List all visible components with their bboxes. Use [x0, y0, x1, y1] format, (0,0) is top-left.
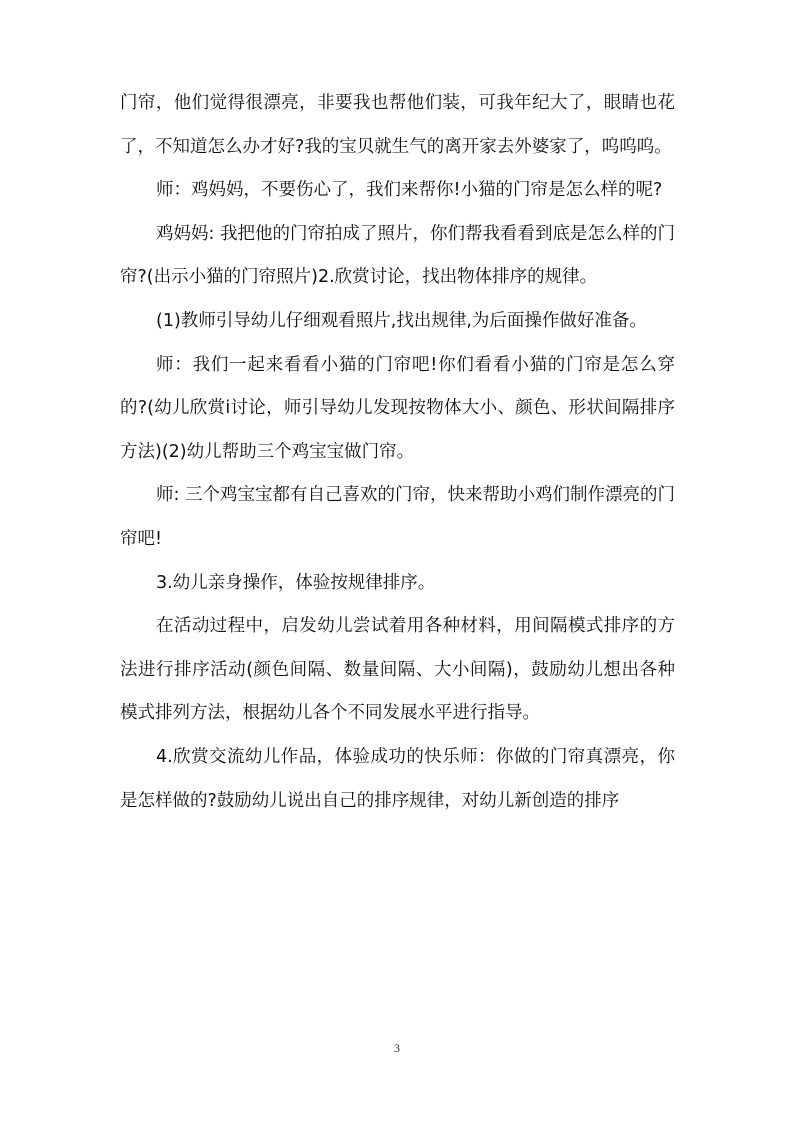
paragraph-continuation: 门帘，他们觉得很漂亮，非要我也帮他们装，可我年纪大了，眼睛也花了，不知道怎么办才好?我的宝贝就生气的离开家去外婆家了，呜呜呜。: [120, 93, 675, 157]
document-body: [120, 82, 675, 823]
paragraph-activity-process: 在活动过程中，启发幼儿尝试着用各种材料，用间隔模式排序的方法进行排序活动(颜色间隔、数量间隔、大小间隔)，鼓励幼儿想出各种模式排列方法，根据幼儿各个不同发展水平进行指导。: [120, 616, 675, 724]
paragraph-teacher-look: 师：我们一起来看看小猫的门帘吧!你们看看小猫的门帘是怎么穿的?(幼儿欣赏i讨论，师引导幼儿发现按物体大小、颜色、形状间隔排序方法)(2)幼儿帮助三个鸡宝宝做门帘。: [120, 354, 675, 462]
paragraph-teacher-comfort: 师：鸡妈妈，不要伤心了，我们来帮你!小猫的门帘是怎么样的呢?: [156, 180, 663, 201]
paragraph-observe-photo: (1)教师引导幼儿仔细观看照片,找出规律,为后面操作做好准备。: [156, 310, 647, 331]
paragraph-hen-mother-photo: 鸡妈妈: 我把他的门帘拍成了照片，你们帮我看看到底是怎么样的门帘?(出示小猫的门帘照片)2.欣赏讨论，找出物体排序的规律。: [120, 223, 675, 288]
paragraph-step-4: 4.欣赏交流幼儿作品，体验成功的快乐师：你做的门帘真漂亮，你是怎样做的?鼓励幼儿说出自己的排序规律，对幼儿新创造的排序: [120, 746, 675, 811]
paragraph-teacher-help: 师: 三个鸡宝宝都有自己喜欢的门帘，快来帮助小鸡们制作漂亮的门帘吧!: [120, 485, 675, 549]
page-number: 3: [394, 1041, 400, 1055]
paragraph-step-3-heading: 3.幼儿亲身操作，体验按规律排序。: [156, 572, 436, 593]
